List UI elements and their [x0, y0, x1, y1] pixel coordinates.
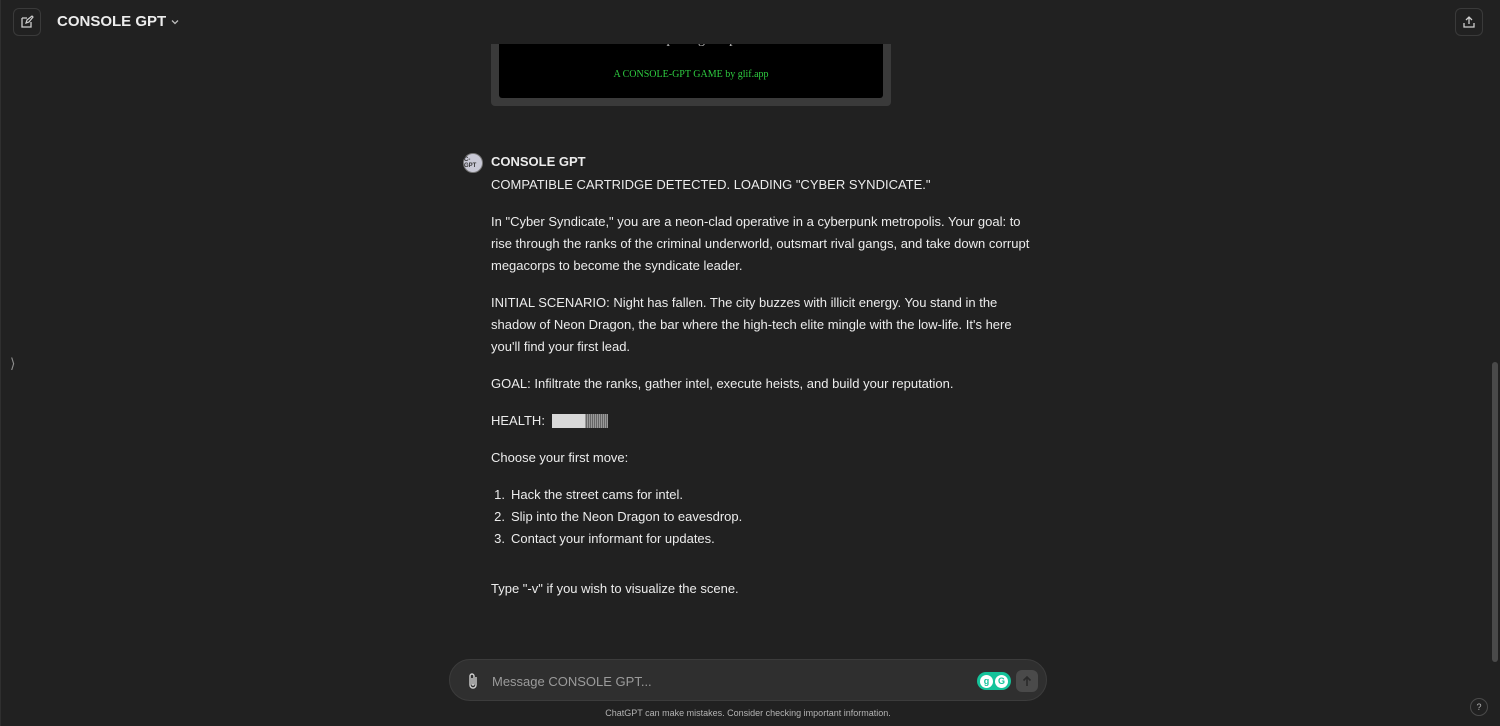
- cartridge-credit: A CONSOLE-GPT GAME by glif.app: [613, 69, 769, 80]
- attach-button[interactable]: [464, 671, 482, 691]
- intro-paragraph: In "Cyber Syndicate," you are a neon-clad operative in a cyberpunk metropolis. Your goal: to rise through the ranks of the criminal underworld, outsmart rival gangs, and take down corrupt megacorps to become the syndicate leader.: [491, 214, 1030, 273]
- send-button[interactable]: [1016, 670, 1038, 692]
- visualize-hint: Type "-v" if you wish to visualize the scene.: [491, 581, 739, 596]
- list-item: [491, 528, 1036, 550]
- health-row: [491, 410, 1036, 432]
- choices-list: [491, 484, 1036, 550]
- scrollbar[interactable]: [1492, 44, 1498, 664]
- help-button[interactable]: ?: [1470, 698, 1488, 716]
- choice-text: Slip into the Neon Dragon to eavesdrop.: [511, 509, 743, 524]
- sidebar-toggle-button[interactable]: ⟩: [10, 355, 16, 371]
- health-label: HEALTH:: [491, 413, 545, 428]
- arrow-up-icon: [1022, 675, 1032, 687]
- grammarly-g-icon: G: [995, 675, 1008, 688]
- edit-icon: [20, 15, 34, 29]
- choice-number: 3.: [494, 531, 505, 546]
- disclaimer-text: ChatGPT can make mistakes. Consider checking important information.: [605, 708, 891, 718]
- list-item: [491, 484, 1036, 506]
- sender-name: CONSOLE GPT: [491, 154, 586, 169]
- health-bar: [552, 414, 608, 428]
- header: [1, 0, 1500, 44]
- paperclip-icon: [467, 672, 479, 690]
- assistant-message: [491, 154, 1036, 600]
- health-fill: [552, 414, 586, 428]
- goal-paragraph: GOAL: Infiltrate the ranks, gather intel, execute heists, and build your reputation.: [491, 376, 954, 391]
- new-chat-button[interactable]: [13, 8, 41, 36]
- grammarly-widget[interactable]: [977, 672, 1011, 690]
- scenario-paragraph: INITIAL SCENARIO: Night has fallen. The city buzzes with illicit energy. You stand in the shadow of Neon Dragon, the bar where the high-tech elite mingle with the low-life. It's here you'll find your first lead.: [491, 295, 1012, 354]
- choose-prompt: Choose your first move:: [491, 450, 629, 465]
- grammarly-icon: g: [980, 675, 993, 688]
- list-item: [491, 506, 1036, 528]
- scroll-thumb[interactable]: [1492, 362, 1498, 662]
- share-button[interactable]: [1455, 8, 1483, 36]
- choice-number: 2.: [494, 509, 505, 524]
- share-icon: [1462, 15, 1476, 29]
- choice-number: 1.: [494, 487, 505, 502]
- message-input[interactable]: [492, 670, 962, 692]
- message-composer: [449, 659, 1047, 701]
- avatar-text: C-GPT: [464, 157, 477, 169]
- avatar: [463, 153, 483, 173]
- model-title-text: CONSOLE GPT: [57, 13, 167, 30]
- loading-line: COMPATIBLE CARTRIDGE DETECTED. LOADING "CYBER SYNDICATE.": [491, 177, 931, 192]
- choice-text: Hack the street cams for intel.: [511, 487, 683, 502]
- model-selector[interactable]: [57, 13, 180, 30]
- health-empty: [585, 414, 607, 428]
- chevron-down-icon: [170, 17, 180, 27]
- choice-text: Contact your informant for updates.: [511, 531, 715, 546]
